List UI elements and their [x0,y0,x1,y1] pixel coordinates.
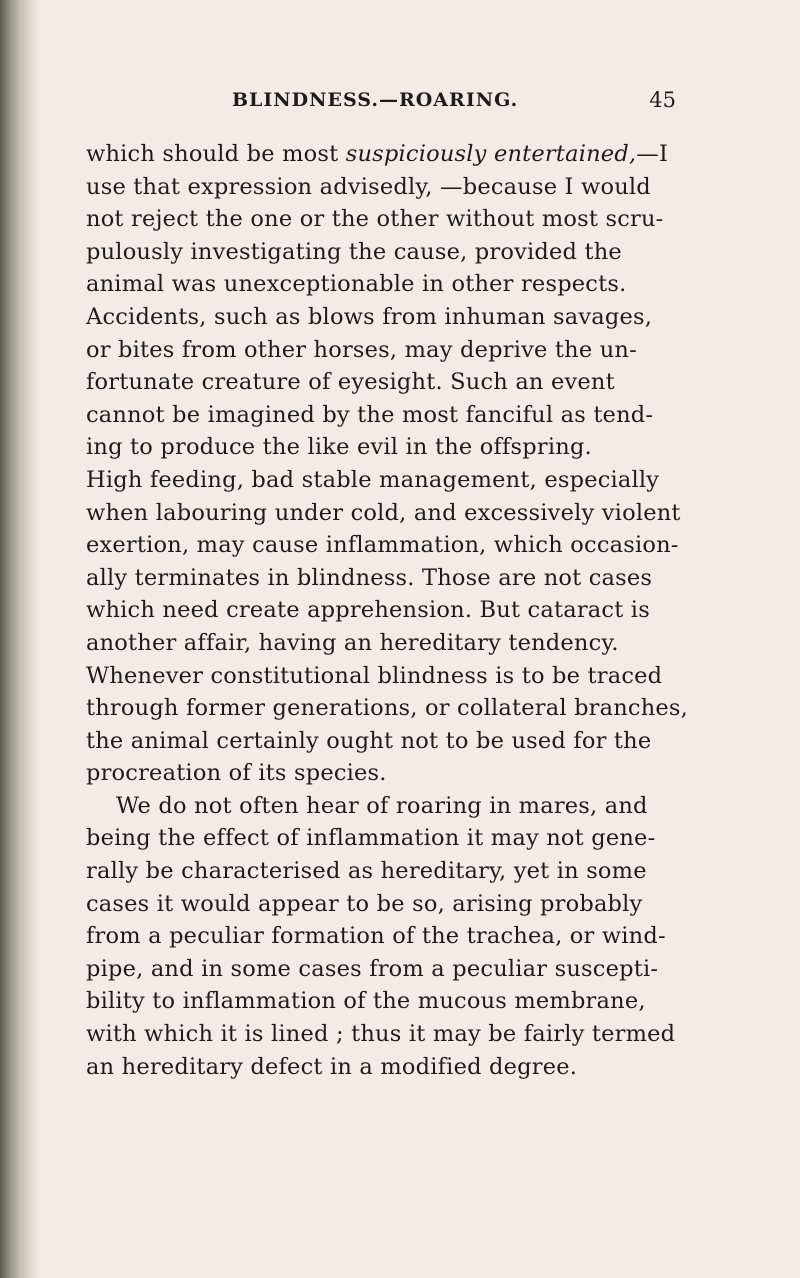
text-line: when labouring under cold, and excessively violent [86,499,681,526]
text-line: ally terminates in blindness. Those are not cases [86,564,653,591]
text-line: pulously investigating the cause, provided the [86,238,622,265]
page-number: 45 [649,88,676,112]
text-line: exertion, may cause inflammation, which occasion- [86,532,679,559]
text-line: rally be characterised as hereditary, yet in some [86,858,647,885]
italic-phrase: suspiciously entertained, [345,141,637,167]
text-line: being the effect of inflammation it may not gene- [86,825,656,852]
text-line: an hereditary defect in a modified degree. [86,1053,578,1080]
text-run: which should be most [86,141,346,167]
text-line: High feeding, bad stable management, especially [86,466,660,493]
text-line: procreation of its species. [86,760,387,787]
text-line: pipe, and in some cases from a peculiar suscepti- [86,955,659,982]
body-text [86,138,689,1083]
text-line [86,138,686,171]
text-run: —I [636,141,669,167]
text-line: the animal certainly ought not to be used for the [86,727,652,754]
text-line: through former generations, or collateral branches, [86,695,689,722]
text-line: or bites from other horses, may deprive the un- [86,336,637,363]
text-line: which need create apprehension. But cataract is [86,597,650,624]
text-line: Whenever constitutional blindness is to be traced [86,662,663,689]
text-line: cases it would appear to be so, arising probably [86,890,643,917]
text-line: cannot be imagined by the most fanciful as tend- [86,401,654,428]
text-line: animal was unexceptionable in other respects. [86,271,627,298]
text-line: use that expression advisedly, —because I would [86,173,651,200]
text-line: not reject the one or the other without most scru- [86,206,664,233]
text-line: fortunate creature of eyesight. Such an event [86,369,615,396]
text-line: another affair, having an hereditary tendency. [86,629,619,656]
text-line: ing to produce the like evil in the offspring. [86,434,592,461]
text-line: Accidents, such as blows from inhuman savages, [86,303,653,330]
running-head [86,84,680,116]
text-line: with which it is lined ; thus it may be fairly termed [86,1021,676,1048]
text-line: from a peculiar formation of the trachea, or wind- [86,923,666,950]
text-line: bility to inflammation of the mucous membrane, [86,988,646,1015]
running-title: BLINDNESS.—ROARING. [232,89,519,111]
paragraph-first-line: We do not often hear of roaring in mares, and [116,792,648,819]
